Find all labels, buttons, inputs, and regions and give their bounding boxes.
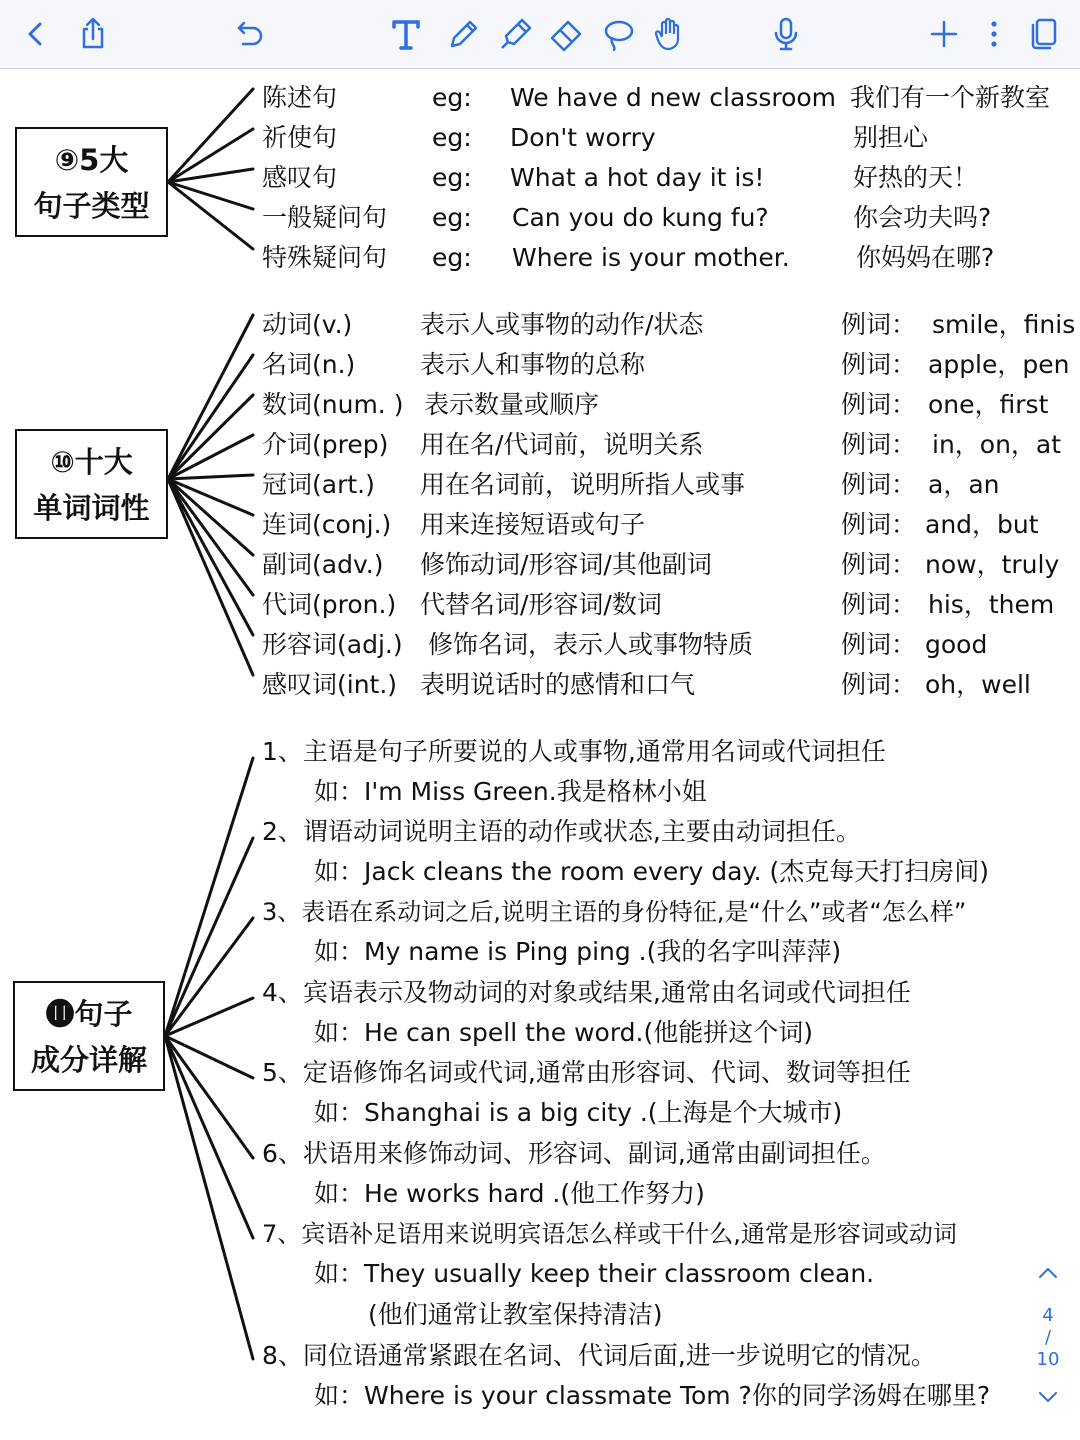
component-rule: 3、表语在系动词之后,说明主语的身份特征,是“什么”或者“怎么样” [262,898,967,926]
component-example: 如：Shanghai is a big city .(上海是个大城市) [314,1098,843,1127]
english-example: Can you do kung fu? [512,203,769,232]
chinese-translation: 别担心 [853,123,929,152]
highlighter-tool-icon[interactable] [494,14,534,54]
component-example: 如：Jack cleans the room every day. (杰克每天打扫房间) [314,857,990,886]
pos-label: 数词(num. ) [262,390,404,419]
component-example: 如：He can spell the word.(他能拼这个词) [314,1018,813,1047]
pos-label: 形容词(adj.) [262,630,403,659]
pos-description: 表示数量或顺序 [424,390,600,419]
example-words: and，but [925,510,1039,539]
component-rule: 1、主语是句子所要说的人或事物,通常用名词或代词担任 [262,737,886,766]
hand-tool-icon[interactable] [650,14,690,54]
component-rule: 8、同位语通常紧跟在名词、代词后面,进一步说明它的情况。 [262,1341,936,1370]
box-title-line2: 单词词性 [33,491,150,525]
pos-description: 代替名词/形容词/数词 [420,590,662,619]
pos-description: 表示人或事物的动作/状态 [420,310,704,339]
box-title-line2: 成分详解 [30,1043,147,1077]
parts-of-speech-box [15,429,168,539]
example-words: oh，well [925,670,1031,699]
example-words: smile，finis [932,310,1076,339]
example-words: good [925,630,988,659]
pos-description: 用在名/代词前，说明关系 [420,430,704,459]
note-page[interactable] [0,69,1080,1440]
chinese-translation: 我们有一个新教室 [850,83,1051,112]
sentence-type-label: 祈使句 [262,123,338,152]
pos-label: 连词(conj.) [262,510,392,539]
english-example: We have d new classroom [510,83,837,112]
sentence-type-label: 特殊疑问句 [262,243,388,272]
example-words: in，on，at [932,430,1062,459]
plus-icon[interactable] [924,14,964,54]
chinese-translation: 你妈妈在哪? [856,243,995,272]
english-example: Where is your mother. [512,243,790,272]
back-chevron-icon[interactable] [16,14,56,54]
example-words: apple，pen [928,350,1070,379]
example-label: 例词： [841,470,917,499]
eg-label: eg: [432,243,472,272]
pos-label: 代词(pron.) [262,590,397,619]
example-label: 例词： [841,590,917,619]
eg-label: eg: [432,203,472,232]
component-example: 如：I'm Miss Green.我是格林小姐 [314,777,707,806]
component-example-continued: (他们通常让教室保持清洁) [368,1300,663,1329]
example-label: 例词： [841,550,917,579]
sentence-type-label: 感叹句 [262,163,338,192]
example-words: now，truly [925,550,1060,579]
example-words: one，first [928,390,1049,419]
component-example: 如：Where is your classmate Tom ?你的同学汤姆在哪里? [314,1381,991,1410]
pos-description: 修饰名词，表示人或事物特质 [428,630,754,659]
sentence-types-box [15,127,168,237]
pages-icon[interactable] [1024,14,1064,54]
pos-description: 用在名词前，说明所指人或事 [420,470,746,499]
component-rule: 6、状语用来修饰动词、形容词、副词,通常由副词担任。 [262,1139,886,1168]
lasso-tool-icon[interactable] [598,14,638,54]
component-rule: 7、宾语补足语用来说明宾语怎么样或干什么,通常是形容词或动词 [262,1220,957,1248]
page-current: 4 [1042,1305,1054,1326]
eraser-tool-icon[interactable] [546,14,586,54]
example-words: a，an [928,470,1000,499]
component-rule: 2、谓语动词说明主语的动作或状态,主要由动词担任。 [262,817,861,846]
page-total: 10 [1036,1349,1060,1370]
sentence-components-box [13,981,165,1091]
component-example: 如：They usually keep their classroom clean. [314,1259,875,1288]
example-label: 例词： [841,310,917,339]
pos-description: 用来连接短语或句子 [420,510,646,539]
example-label: 例词： [841,430,917,459]
eg-label: eg: [432,163,472,192]
more-icon[interactable] [974,14,1014,54]
microphone-icon[interactable] [766,14,806,54]
component-rule: 5、定语修饰名词或代词,通常由形容词、代词、数词等担任 [262,1058,911,1087]
english-example: Don't worry [510,123,656,152]
pos-label: 介词(prep) [262,430,389,459]
example-label: 例词： [841,350,917,379]
eg-label: eg: [432,123,472,152]
pos-label: 冠词(art.) [262,470,375,499]
sentence-type-label: 一般疑问句 [262,203,388,232]
page-down-chevron-icon[interactable] [1028,1381,1068,1411]
component-example: 如：My name is Ping ping .(我的名字叫萍萍) [314,937,842,966]
pos-label: 感叹词(int.) [262,670,398,699]
page-up-chevron-icon[interactable] [1028,1259,1068,1289]
english-example: What a hot day it is! [510,163,765,192]
text-tool-icon[interactable] [386,14,426,54]
component-example: 如：He works hard .(他工作努力) [314,1179,705,1208]
example-label: 例词： [841,390,917,419]
pos-description: 表示人和事物的总称 [420,350,646,379]
example-words: his，them [928,590,1055,619]
example-label: 例词： [841,670,917,699]
pos-label: 副词(adv.) [262,550,384,579]
eg-label: eg: [432,83,472,112]
page-separator: / [1044,1327,1052,1348]
pos-description: 修饰动词/形容词/其他副词 [420,550,712,579]
chinese-translation: 你会功夫吗? [853,203,992,232]
pen-tool-icon[interactable] [442,14,482,54]
share-icon[interactable] [73,14,113,54]
component-rule: 4、宾语表示及物动词的对象或结果,通常由名词或代词担任 [262,978,911,1007]
box-title-line1: ⑩十大 [50,445,133,479]
box-title-line2: 句子类型 [33,189,150,223]
chinese-translation: 好热的天！ [853,163,979,192]
sentence-type-label: 陈述句 [262,83,338,112]
undo-icon[interactable] [229,14,269,54]
example-label: 例词： [841,630,917,659]
pos-description: 表明说话时的感情和口气 [420,670,696,699]
box-title-line1: ⑨5大 [54,143,129,177]
pos-label: 名词(n.) [262,350,356,379]
top-toolbar [0,0,1080,69]
box-title-line1: ⓫句子 [45,997,133,1031]
pos-label: 动词(v.) [262,310,353,339]
example-label: 例词： [841,510,917,539]
